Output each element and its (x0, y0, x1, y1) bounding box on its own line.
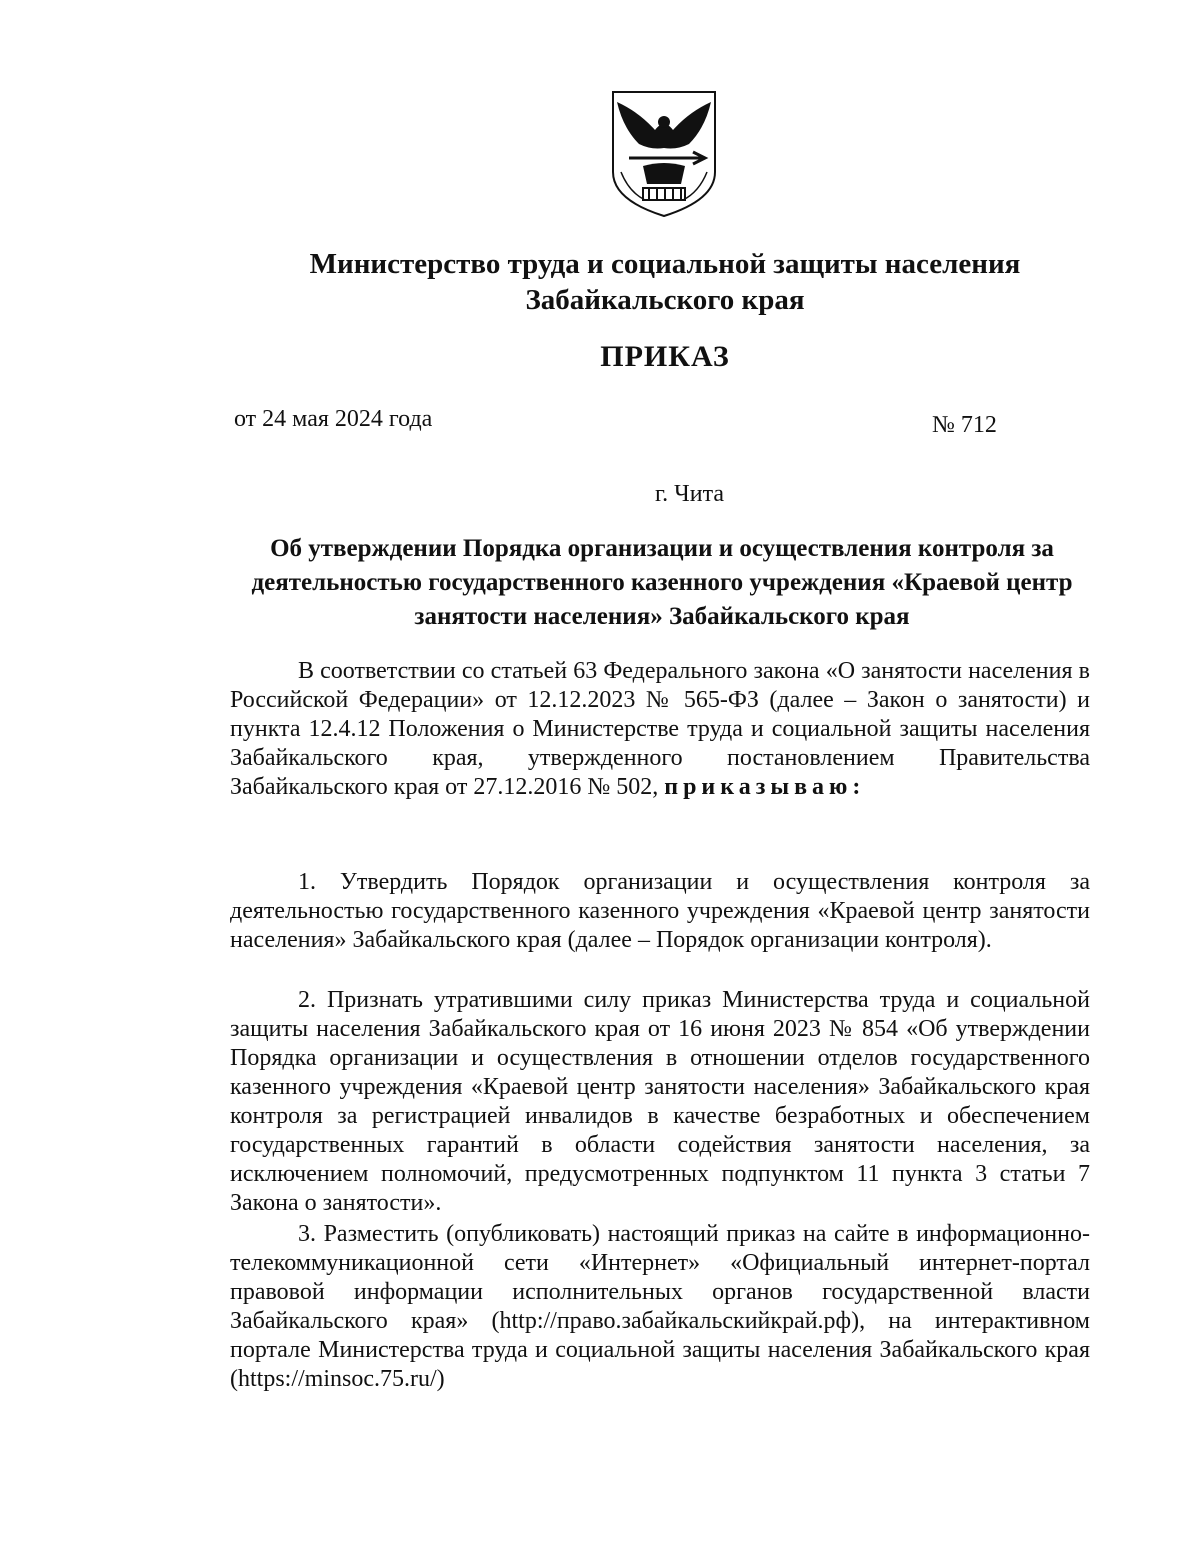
order-subject: Об утверждении Порядка организации и осуществления контроля за деятельностью государственного казенного учреждения «Краевой центр занятости населения» Забайкальского края (251, 535, 1073, 630)
coat-of-arms-icon (609, 88, 719, 220)
preamble-paragraph (230, 657, 1090, 802)
ministry-name-line1: Министерство труда и социальной защиты населения (309, 248, 1021, 280)
order-item-text: 2. Признать утратившими силу приказ Министерства труда и социальной защиты населения Забайкальского края от 16 июня 2023 № 854 «Об утверждении Порядка организации и осуществления в отношении отделов государственного казенного учреждения «Краевой центр занятости населения» Забайкальского края контроля за регистрацией инвалидов в качестве безработных и обеспечением государственных гарантий в области содействия занятости населения, за исключением полномочий, предусмотренных подпунктом 11 пункта 3 статьи 7 Закона о занятости». (230, 987, 1090, 1216)
order-number: № 712 (932, 412, 997, 438)
order-item-3 (230, 1220, 1090, 1394)
preamble-text: В соответствии со статьей 63 Федерального закона «О занятости населения в Российской Федерации» от 12.12.2023 № 565-ФЗ (далее – Закон о занятости) и пункта 12.4.12 Положения о Министерстве труда и социальной защиты населения Забайкальского края, утвержденного постановлением Правительства Забайкальского края от 27.12.2016 № 502, (230, 658, 1090, 800)
command-word: приказываю: (664, 774, 866, 800)
order-item-2 (230, 986, 1090, 1218)
document-type: ПРИКАЗ (600, 340, 730, 373)
order-item-text: 1. Утвердить Порядок организации и осуществления контроля за деятельностью государственного казенного учреждения «Краевой центр занятости населения» Забайкальского края (далее – Порядок организации контроля). (230, 869, 1090, 953)
ministry-name-line2: Забайкальского края (525, 284, 805, 316)
ministry-name (160, 246, 1170, 318)
order-item-1 (230, 868, 1090, 955)
order-item-text: 3. Разместить (опубликовать) настоящий приказ на сайте в информационно-телекоммуникационной сети «Интернет» «Официальный интернет-портал правовой информации исполнительных органов государственной власти Забайкальского края» (http://право.забайкальскийкрай.рф), на интерактивном портале Министерства труда и социальной защиты населения Забайкальского края (https://minsoc.75.ru/) (230, 1221, 1090, 1392)
order-city: г. Чита (655, 481, 725, 507)
preamble (230, 657, 1090, 802)
order-date: от 24 мая 2024 года (234, 406, 433, 432)
